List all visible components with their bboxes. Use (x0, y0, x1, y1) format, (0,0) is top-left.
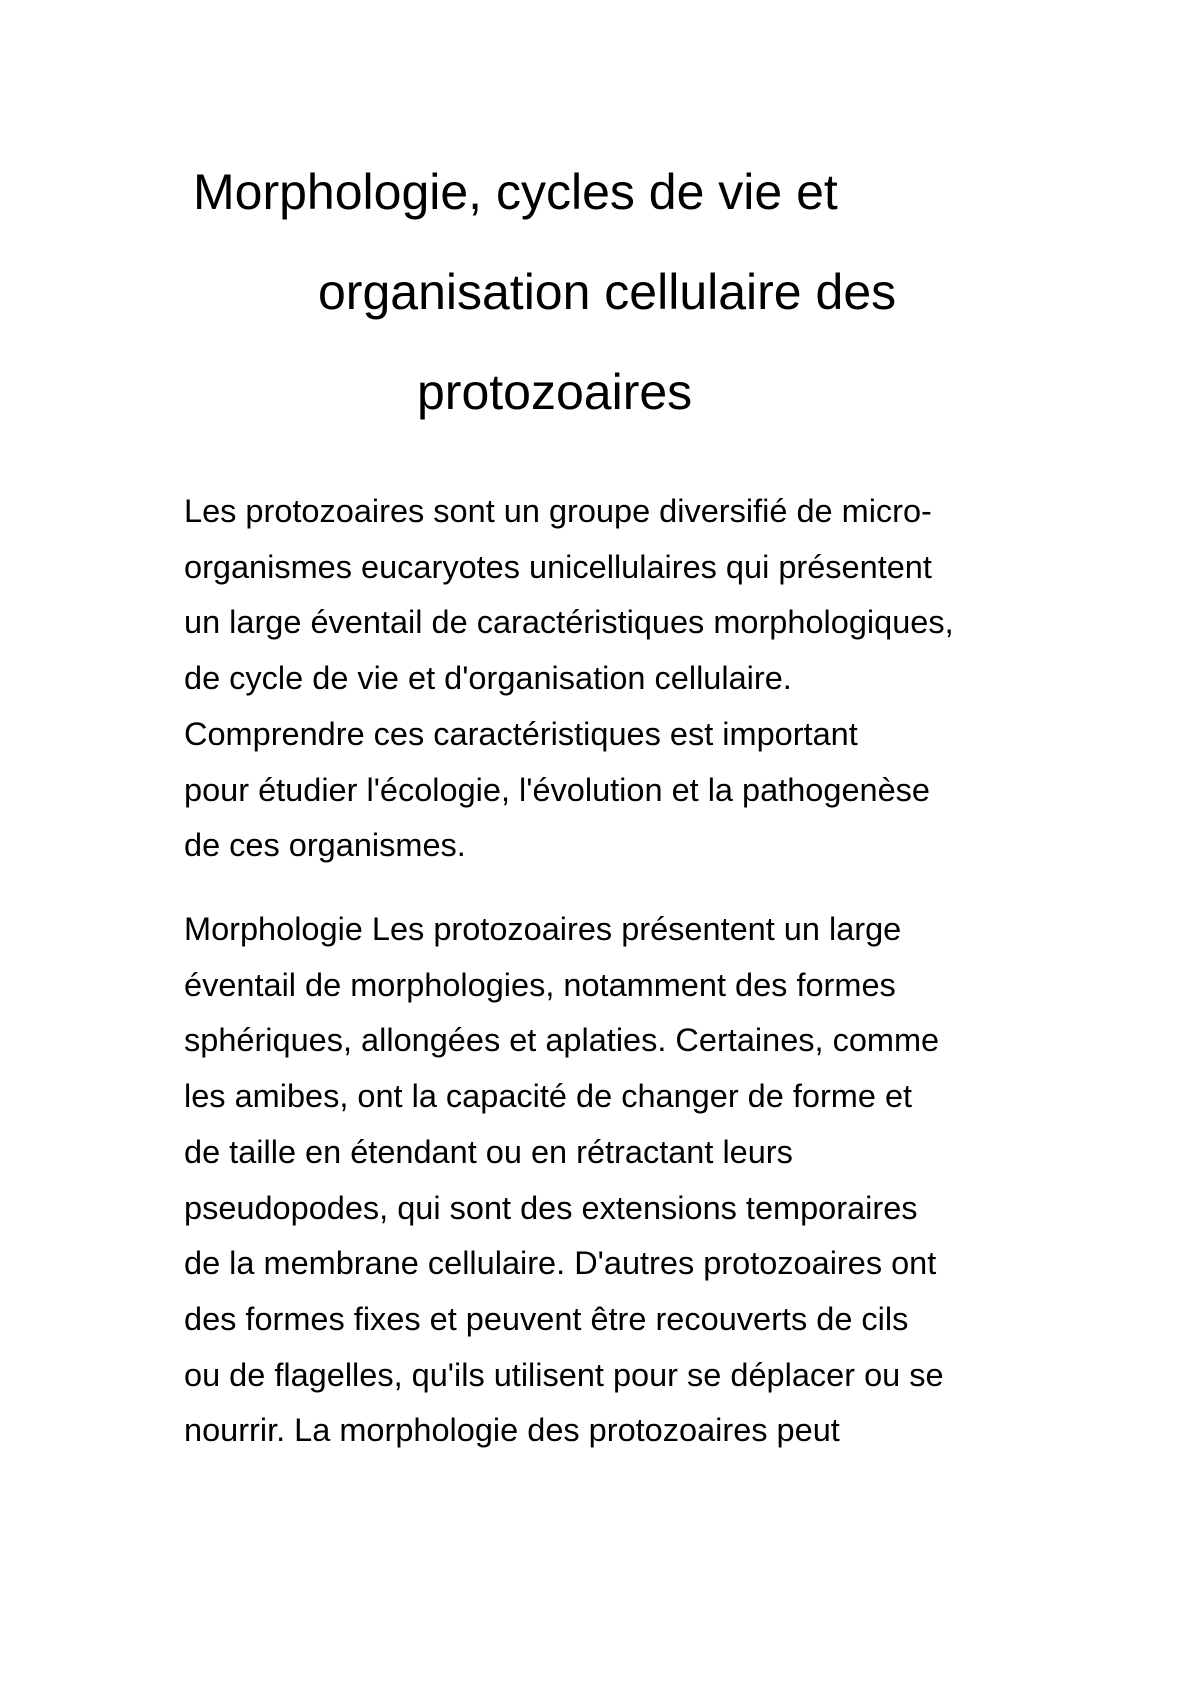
paragraph-line: Morphologie Les protozoaires présentent un large (184, 911, 902, 947)
paragraph-line: nourrir. La morphologie des protozoaires peut (184, 1412, 840, 1449)
paragraph-line: de ces organismes. (184, 827, 466, 864)
intro-paragraph (184, 484, 954, 874)
paragraph-line: Les protozoaires sont un groupe diversifié de micro- (184, 493, 932, 529)
paragraph-line: de cycle de vie et d'organisation cellulaire. (184, 660, 792, 697)
document-title-line-2: organisation cellulaire des (318, 264, 897, 320)
paragraph-line: les amibes, ont la capacité de changer de forme et (184, 1078, 913, 1115)
paragraph-line: sphériques, allongées et aplaties. Certaines, comme (184, 1022, 940, 1059)
paragraph-line: organismes eucaryotes unicellulaires qui présentent (184, 548, 932, 585)
paragraph-line: éventail de morphologies, notamment des formes (184, 966, 896, 1003)
paragraph-line: un large éventail de caractéristiques morphologiques, (184, 604, 954, 641)
paragraph-line: de la membrane cellulaire. D'autres protozoaires ont (184, 1245, 937, 1282)
paragraph-line: pour étudier l'écologie, l'évolution et la pathogenèse (184, 771, 930, 808)
paragraph-line: de taille en étendant ou en rétractant leurs (184, 1133, 793, 1170)
paragraph-line: des formes fixes et peuvent être recouverts de cils (184, 1300, 909, 1337)
paragraph-line: Comprendre ces caractéristiques est important (184, 715, 858, 752)
morphology-paragraph (184, 902, 944, 1459)
document-title-line-1: Morphologie, cycles de vie et (193, 164, 838, 220)
document-title-line-3: protozoaires (417, 364, 693, 420)
paragraph-line: pseudopodes, qui sont des extensions temporaires (184, 1189, 918, 1226)
paragraph-line: ou de flagelles, qu'ils utilisent pour se déplacer ou se (184, 1356, 944, 1393)
